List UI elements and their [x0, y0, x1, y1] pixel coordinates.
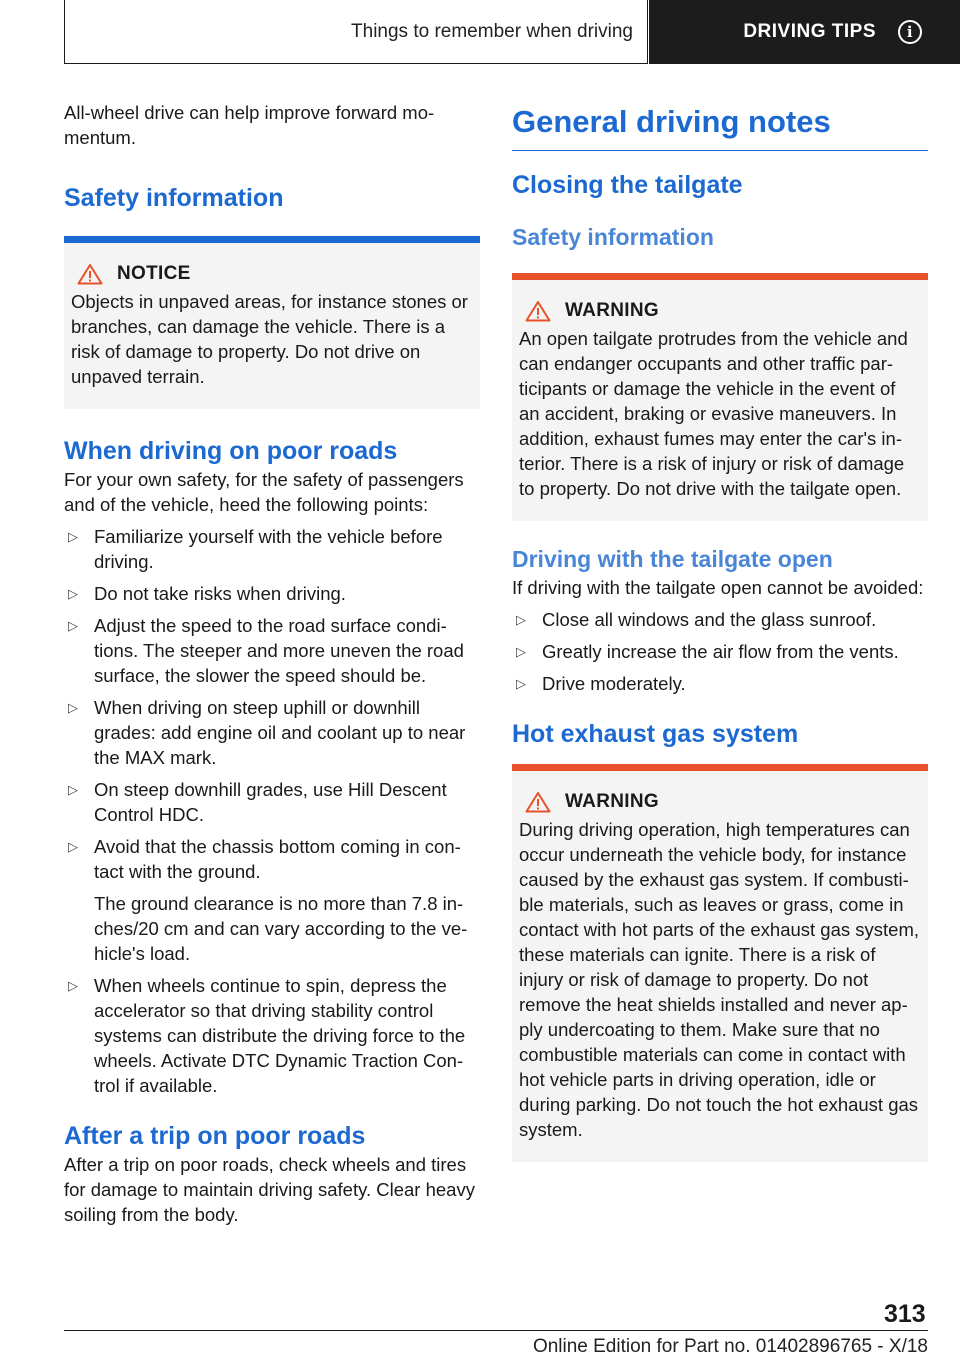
- tailgate-open-heading: Driving with the tailgate open: [512, 546, 833, 572]
- warning-text: An open tailgate protrudes from the vehicle and can endanger occupants and other traffic participants or damage the vehicle in the event of an accident, braking or evasive maneuvers. In addition, exhaust fumes may enter the car's interior. There is a risk of injury or risk of damage to property. Do not drive with the tailgate open.: [519, 328, 908, 499]
- tailgate-safety-heading: Safety information: [512, 224, 714, 250]
- intro-paragraph: All-wheel drive can help improve forward momentum.: [64, 102, 435, 148]
- poor-roads-heading: When driving on poor roads: [64, 437, 398, 465]
- poor-roads-list: [64, 524, 480, 1098]
- warning-label: WARNING: [565, 300, 659, 321]
- chapter-title: DRIVING TIPS: [743, 21, 876, 42]
- footer-edition: Online Edition for Part no. 01402896765 - X/18: [532, 1336, 928, 1357]
- after-trip-text: After a trip on poor roads, check wheels and tires for damage to maintain driving safety. Clear heavy soiling from the body.: [64, 1154, 475, 1225]
- tailgate-open-list: [512, 607, 928, 696]
- notice-box: [64, 236, 480, 409]
- list-item: ▷ Avoid that the chassis bottom coming in contact with the ground. The ground clearance is no more than 7.8 inches/20 cm and can vary according to the vehicle's load.: [64, 834, 480, 966]
- triangle-bullet-icon: ▷: [516, 676, 526, 691]
- notice-text: Objects in unpaved areas, for instance stones or branches, can damage the vehicle. There is a risk of damage to property. Do not drive on unpaved terrain.: [71, 291, 468, 387]
- triangle-bullet-icon: ▷: [68, 978, 78, 993]
- warning-triangle-icon: [525, 300, 551, 322]
- warning-triangle-icon: [525, 791, 551, 813]
- triangle-bullet-icon: ▷: [68, 839, 78, 854]
- right-column: [512, 102, 928, 1162]
- warning-header: [519, 280, 921, 326]
- exhaust-heading: Hot exhaust gas system: [512, 720, 799, 748]
- list-item: ▷ Do not take risks when driving.: [68, 583, 346, 604]
- triangle-bullet-icon: ▷: [516, 612, 526, 627]
- after-trip-heading: After a trip on poor roads: [64, 1122, 366, 1150]
- list-item: ▷ Drive moderately.: [516, 673, 686, 694]
- header-section-title: [64, 0, 648, 64]
- footer-divider: [64, 1330, 928, 1331]
- section-title: Things to remember when driving: [351, 20, 633, 42]
- tailgate-heading: Closing the tailgate: [512, 171, 743, 199]
- warning-text: During driving operation, high temperatures can occur underneath the vehicle body, for instance caused by the exhaust gas system. If combustible materials, such as leaves or grass, come in contact with hot parts of the exhaust gas system, these materials can ignite. There is a risk of injury or risk of damage to property. Do not remove the heat shields installed and never apply undercoating to them. Make sure that no combustible materials can come in contact with hot vehicle parts in driving operation, idle or during parking. Do not touch the hot exhaust gas system.: [519, 819, 920, 1140]
- list-item: ▷ Close all windows and the glass sunroof.: [516, 609, 877, 630]
- general-driving-heading: General driving notes: [512, 102, 928, 151]
- warning-triangle-icon: [77, 263, 103, 285]
- notice-label: NOTICE: [117, 263, 191, 284]
- warning-box-tailgate: [512, 273, 928, 521]
- list-item: ▷ On steep downhill grades, use Hill Descent Control HDC.: [68, 779, 447, 825]
- page-number: 313: [884, 1300, 926, 1328]
- list-item: ▷ When driving on steep uphill or downhill grades: add engine oil and coolant up to near the MAX mark.: [68, 697, 466, 768]
- info-icon: i: [898, 20, 922, 44]
- warning-label: WARNING: [565, 791, 659, 812]
- triangle-bullet-icon: ▷: [68, 618, 78, 633]
- warning-header: [519, 771, 921, 817]
- list-item: ▷ Familiarize yourself with the vehicle before driving.: [68, 526, 443, 572]
- triangle-bullet-icon: ▷: [68, 586, 78, 601]
- ground-clearance-note: The ground clearance is no more than 7.8 inches/20 cm and can vary according to the vehicle's load.: [94, 893, 468, 964]
- list-item: ▷ Greatly increase the air flow from the vents.: [516, 641, 899, 662]
- header-chapter-tab[interactable]: [649, 0, 960, 64]
- safety-heading: Safety information: [64, 184, 284, 212]
- triangle-bullet-icon: ▷: [68, 782, 78, 797]
- triangle-bullet-icon: ▷: [68, 529, 78, 544]
- triangle-bullet-icon: ▷: [68, 700, 78, 715]
- notice-header: [71, 243, 473, 289]
- poor-roads-intro: For your own safety, for the safety of passengers and of the vehicle, heed the following points:: [64, 469, 464, 515]
- tailgate-open-intro: If driving with the tailgate open cannot be avoided:: [512, 577, 924, 598]
- warning-box-exhaust: [512, 764, 928, 1162]
- list-item: ▷ When wheels continue to spin, depress the accelerator so that driving stability control systems can distribute the driving force to the wheels. Activate DTC Dynamic Traction Control if available.: [68, 975, 466, 1096]
- list-item: ▷ Adjust the speed to the road surface conditions. The steeper and more uneven the road surface, the slower the speed should be.: [68, 615, 464, 686]
- left-column: [64, 100, 480, 1227]
- triangle-bullet-icon: ▷: [516, 644, 526, 659]
